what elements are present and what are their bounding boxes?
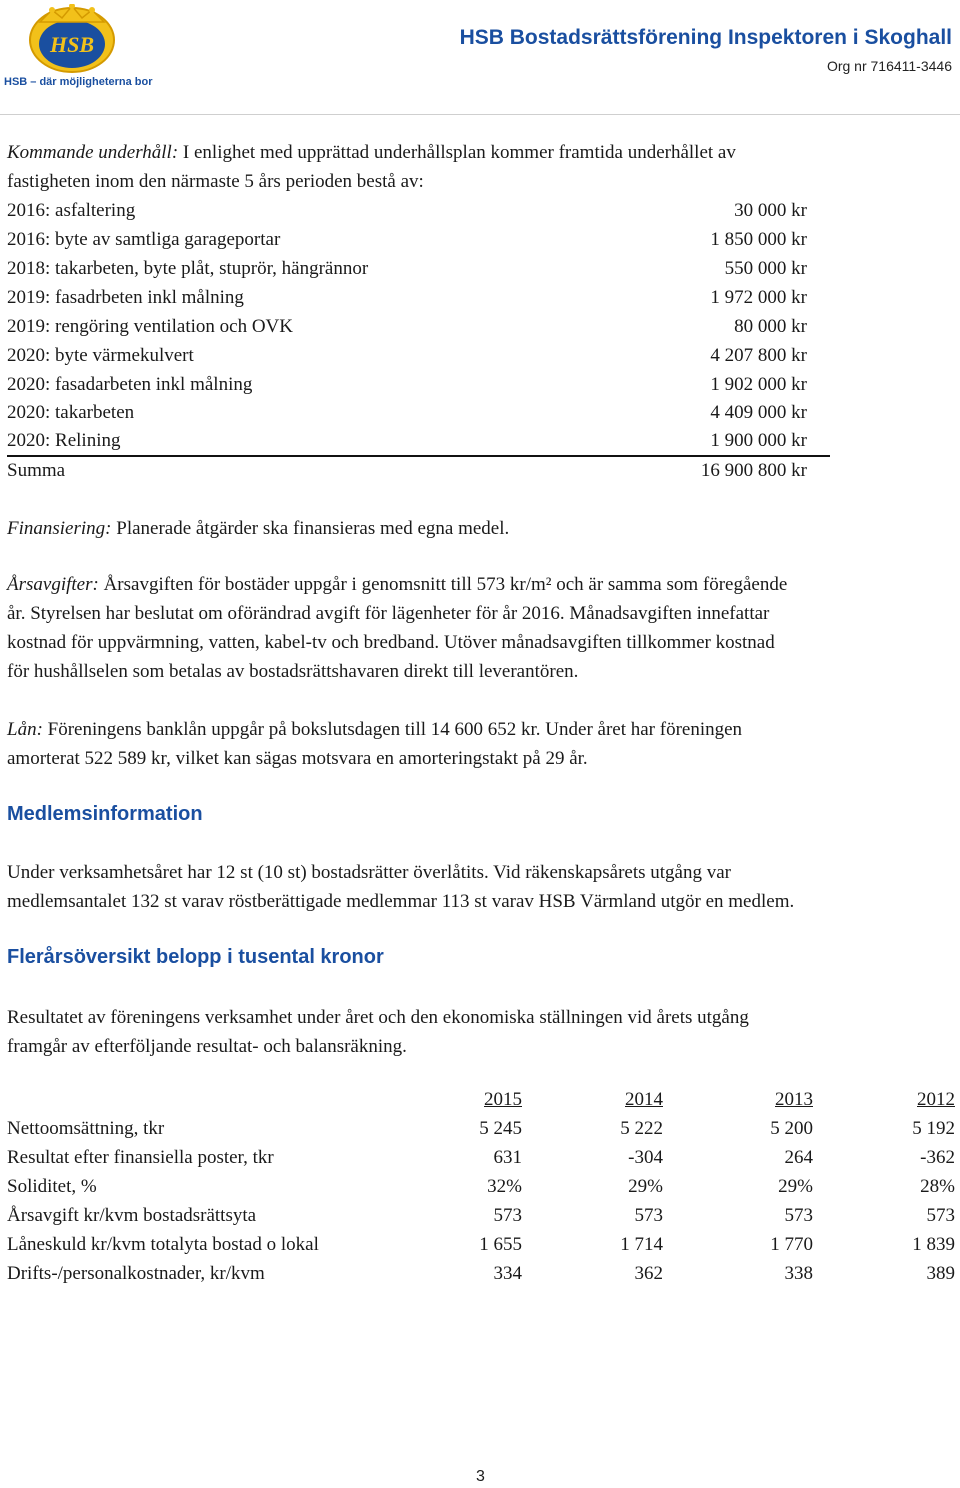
maintenance-intro bbox=[7, 138, 953, 196]
maintenance-item: 2020: byte värmekulvert 4 207 800 kr bbox=[7, 345, 807, 366]
loans-paragraph: Lån: Föreningens banklån uppgår på bokslutsdagen till 14 600 652 kr. Under året har föreningen amorterat 522 589 kr, vilket kan sägas motsvara en amorteringstakt på 29 år. bbox=[7, 719, 743, 769]
table-row: Nettoomsättning, tkr 5 245 5 222 5 200 5 192 bbox=[7, 1118, 955, 1139]
maintenance-intro-line1: I enlighet med upprättad underhållsplan kommer framtida underhållet av bbox=[178, 142, 736, 163]
financing-paragraph bbox=[7, 514, 953, 543]
header-divider bbox=[0, 114, 960, 115]
maintenance-item: 2020: Relining 1 900 000 kr bbox=[7, 430, 807, 451]
financing-label: Finansiering: bbox=[7, 518, 112, 539]
logo-caption: HSB – där möjligheterna bor bbox=[4, 76, 153, 88]
table-row: Drifts-/personalkostnader, kr/kvm 334 362 338 389 bbox=[7, 1263, 955, 1284]
maintenance-item: 2019: rengöring ventilation och OVK 80 000 kr bbox=[7, 316, 807, 337]
table-row: Resultat efter finansiella poster, tkr 631 -304 264 -362 bbox=[7, 1147, 955, 1168]
members-paragraph: Under verksamhetsåret har 12 st (10 st) bostadsrätter överlåtits. Vid räkenskapsårets utgång var medlemsantalet 132 st varav röstberättigade medlemmar 113 st varav HSB Värmland utgör en medlem. bbox=[7, 862, 795, 912]
hsb-emblem-icon bbox=[4, 4, 144, 84]
overview-paragraph: Resultatet av föreningens verksamhet under året och den ekonomiska ställningen vid årets utgång framgår av efterföljande resultat- och balansräkning. bbox=[7, 1007, 749, 1057]
maintenance-label: Kommande underhåll: bbox=[7, 142, 179, 163]
year-header: 2015 bbox=[484, 1089, 522, 1110]
table-row: Låneskuld kr/kvm totalyta bostad o lokal 1 655 1 714 1 770 1 839 bbox=[7, 1234, 955, 1255]
maintenance-item: 2016: byte av samtliga garageportar 1 850 000 kr bbox=[7, 229, 807, 250]
maintenance-item: 2016: asfaltering 30 000 kr bbox=[7, 200, 807, 221]
org-number: Org nr 716411-3446 bbox=[826, 58, 952, 74]
maintenance-item: 2020: fasadarbeten inkl målning 1 902 000 kr bbox=[7, 374, 807, 395]
year-header: 2014 bbox=[625, 1089, 663, 1110]
maintenance-sum: Summa 16 900 800 kr bbox=[7, 460, 807, 481]
table-row: Årsavgift kr/kvm bostadsrättsyta 573 573 573 573 bbox=[7, 1205, 955, 1226]
maintenance-item: 2019: fasadrbeten inkl målning 1 972 000 kr bbox=[7, 287, 807, 308]
table-row: Soliditet, % 32% 29% 29% 28% bbox=[7, 1176, 955, 1197]
year-header: 2012 bbox=[917, 1089, 955, 1110]
overview-year-header bbox=[7, 1085, 955, 1114]
overview-heading: Flerårsöversikt belopp i tusental kronor bbox=[7, 946, 384, 968]
fees-label: Årsavgifter: bbox=[7, 574, 99, 595]
page-number: 3 bbox=[476, 1468, 485, 1485]
maintenance-intro-line2: fastigheten inom den närmaste 5 års perioden bestå av: bbox=[7, 171, 424, 192]
loans-label: Lån: bbox=[7, 719, 43, 740]
logo-text: HSB bbox=[49, 32, 95, 57]
financing-text: Planerade åtgärder ska finansieras med egna medel. bbox=[111, 518, 510, 539]
fees-paragraph: Årsavgifter: Årsavgiften för bostäder uppgår i genomsnitt till 573 kr/m² och är samma som föregående år. Styrelsen har beslutat om oförändrad avgift för lägenheter för år 2016. Månadsavgiften innefattar kostnad för uppvärmning, vatten, kabel-tv och bredband. Utöver månadsavgiften tillkommer kostnad för hushållselen som betalas av bostadsrättshavaren direkt till leverantören. bbox=[7, 574, 788, 682]
maintenance-item: 2018: takarbeten, byte plåt, stuprör, hängrännor 550 000 kr bbox=[7, 258, 807, 279]
association-title: HSB Bostadsrättsförening Inspektoren i Skoghall bbox=[459, 26, 952, 49]
members-heading: Medlemsinformation bbox=[7, 803, 203, 825]
maintenance-item: 2020: takarbeten 4 409 000 kr bbox=[7, 402, 807, 423]
year-header: 2013 bbox=[775, 1089, 813, 1110]
